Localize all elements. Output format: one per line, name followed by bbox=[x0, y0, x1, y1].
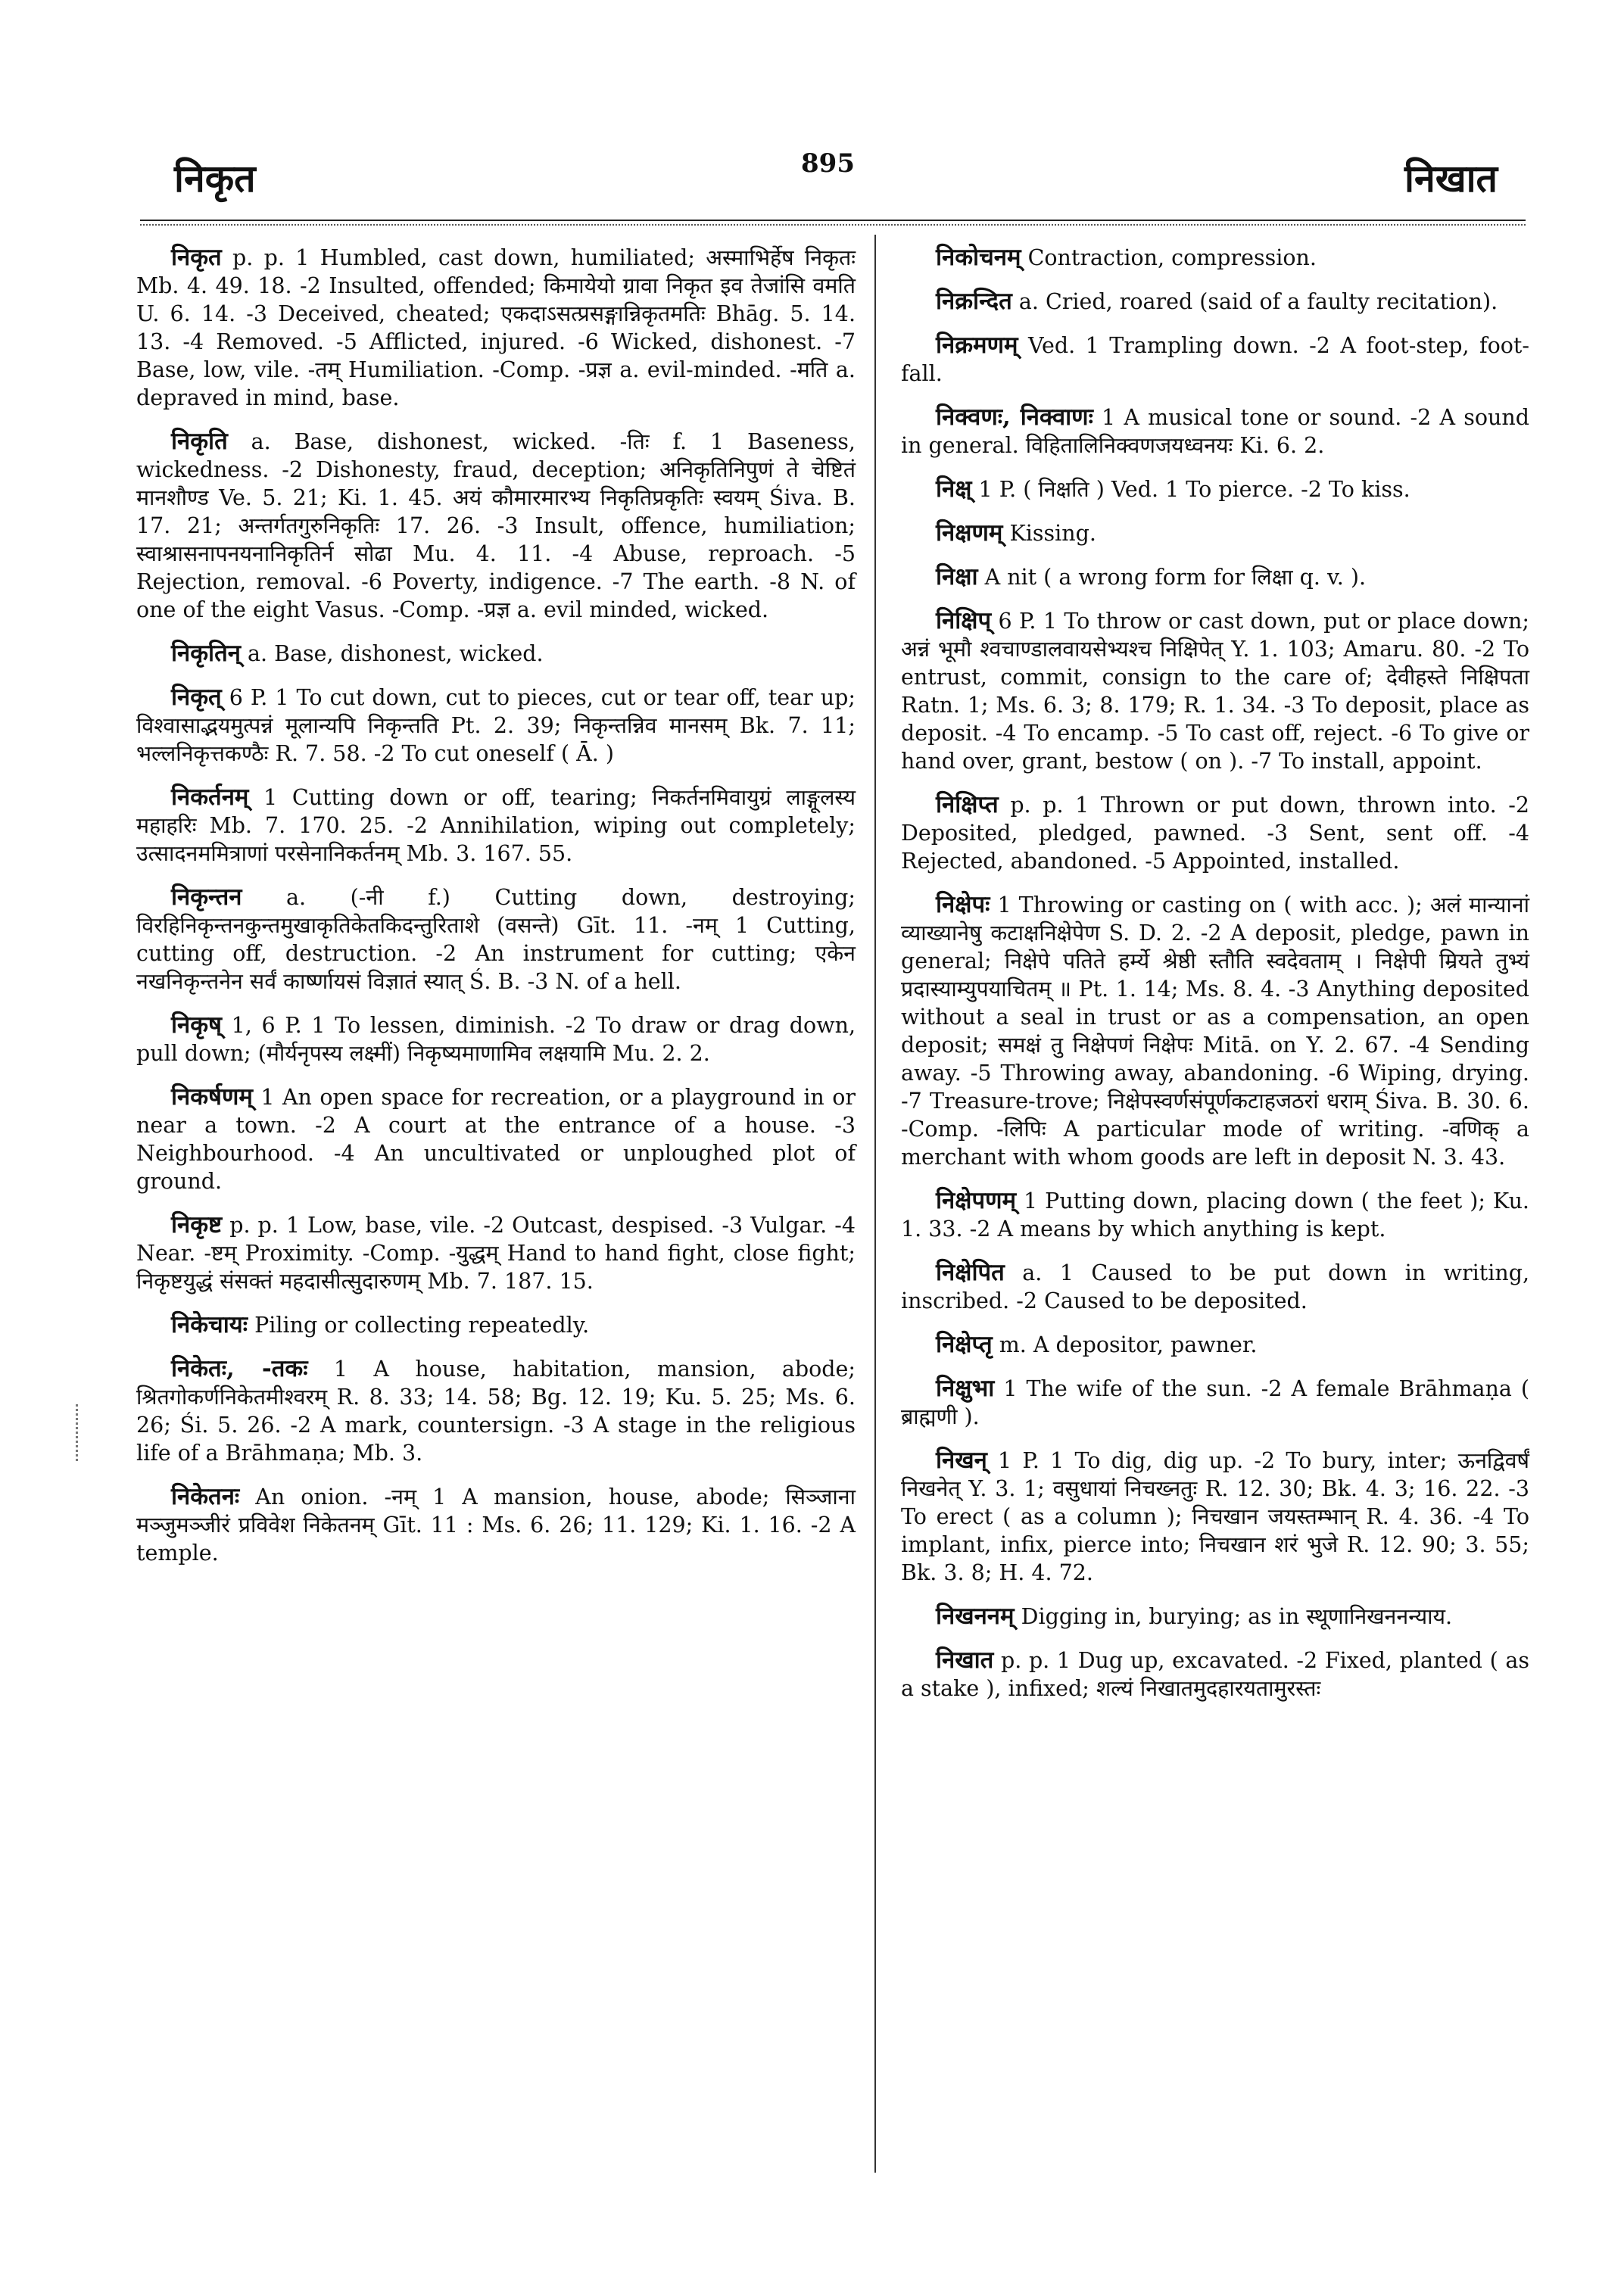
dictionary-entry bbox=[901, 563, 1529, 591]
entry-headword: निक्षेप्तृ bbox=[936, 1331, 993, 1358]
header-left-word: निकृत bbox=[174, 156, 256, 201]
dictionary-entry bbox=[901, 403, 1529, 460]
entry-headword: निक्षुभा bbox=[936, 1375, 995, 1402]
entry-definition: Ved. 1 Trampling down. -2 A foot-step, foot-fall. bbox=[901, 333, 1530, 386]
dictionary-entry bbox=[901, 791, 1529, 875]
entry-definition: An onion. -नम् 1 A mansion, house, abode; सिञ्जाना मञ्जुमञ्जीरं प्रविवेश निकेतनम् Gīt. 11 : Ms. 6. 26; 11. 129; Ki. 1. 16. -2 A temple. bbox=[136, 1485, 856, 1566]
dictionary-entry bbox=[901, 607, 1529, 775]
entry-headword: निकृत् bbox=[171, 684, 222, 711]
dictionary-entry bbox=[136, 1211, 856, 1295]
entry-headword: निक्षणम् bbox=[936, 519, 1003, 547]
entry-headword: निकृतिन् bbox=[171, 640, 241, 667]
entry-headword: निक्षेपणम् bbox=[936, 1187, 1017, 1214]
dictionary-entry bbox=[136, 1083, 856, 1195]
entry-definition: a. Base, dishonest, wicked. bbox=[248, 641, 544, 666]
entry-definition: 1 Putting down, placing down ( the feet ); Ku. 1. 33. -2 A means by which anything is kept. bbox=[901, 1189, 1529, 1242]
dictionary-entry bbox=[901, 1375, 1529, 1431]
entry-headword: निक्वणः, निक्वाणः bbox=[936, 403, 1093, 431]
entry-definition: 1 A house, habitation, mansion, abode; श्रितगोकर्णनिकेतमीश्वरम् R. 8. 33; 14. 58; Bg. 12. 19; Ku. 5. 25; Ms. 6. 26; Śi. 5. 26. -2 A mark, countersign. -3 A stage in the religious life of a Brāhmaṇa; Mb. 3. bbox=[136, 1357, 856, 1466]
column-divider bbox=[874, 235, 876, 2173]
dictionary-entry bbox=[136, 640, 856, 668]
entry-definition: 1 Throwing or casting on ( with acc. ); अलं मान्यानां व्याख्यानेषु कटाक्षनिक्षेपेण S. D. 2. -2 A deposit, pledge, pawn in general; निक्षेपे पतिते हर्म्ये श्रेष्ठी स्तौति स्वदेवताम् । निक्षेपी म्रियते तुभ्यं प्रदास्याम्युपयाचितम् ॥ Pt. 1. 14; Ms. 8. 4. -3 Anything deposited without a seal in trust or as a compensation, an open deposit; समक्षं तु निक्षेपणं निक्षेपः Mitā. on Y. 2. 67. -4 Sending away. -5 Throwing away, abandoning. -6 Wiping, drying. -7 Treasure-trove; निक्षेपस्वर्णसंपूर्णकटाहजठरां धराम् Śiva. B. 30. 6. -Comp. -लिपिः A particular mode of writing. -वणिक् a merchant with whom goods are left in deposit N. 3. 43. bbox=[901, 893, 1530, 1170]
dictionary-entry bbox=[901, 288, 1529, 316]
entry-headword: निखात bbox=[936, 1647, 994, 1674]
entry-definition: Digging in, burying; as in स्थूणानिखननन्याय. bbox=[1021, 1604, 1453, 1629]
entry-headword: निकृष्ट bbox=[171, 1211, 223, 1238]
entry-headword: निकर्तनम् bbox=[171, 784, 249, 811]
entry-definition: 1, 6 P. 1 To lessen, diminish. -2 To draw or drag down, pull down; (मौर्यनृपस्य लक्ष्मीं) निकृष्यमाणामिव लक्षयामि Mu. 2. 2. bbox=[136, 1013, 856, 1066]
entry-definition: a. Cried, roared (said of a faulty recitation). bbox=[1018, 289, 1498, 314]
entry-headword: निकृति bbox=[171, 428, 228, 455]
entry-headword: निकृष् bbox=[171, 1011, 222, 1039]
entry-definition: 1 An open space for recreation, or a playground in or near a town. -2 A court at the entrance of a house. -3 Neighbourhood. -4 An uncultivated or unploughed plot of ground. bbox=[136, 1085, 856, 1194]
entry-definition: 1 A musical tone or sound. -2 A sound in general. विहितालिनिक्वणजयध्वनयः Ki. 6. 2. bbox=[901, 405, 1530, 458]
dictionary-entry bbox=[901, 1603, 1529, 1631]
dictionary-entry bbox=[901, 475, 1529, 503]
dictionary-entry bbox=[136, 1311, 856, 1339]
entry-definition: m. A depositor, pawner. bbox=[999, 1332, 1258, 1357]
entry-headword: निखन् bbox=[936, 1447, 987, 1474]
entry-headword: निकृन्तन bbox=[171, 883, 242, 911]
entry-definition: 1 P. 1 To dig, dig up. -2 To bury, inter; ऊनद्विवर्षं निखनेत् Y. 3. 1; वसुधायां निचख्नतुः R. 12. 30; Bk. 4. 3; 16. 22. -3 To erect ( as a column ); निचखान जयस्तम्भान् R. 4. 36. -4 To implant, infix, pierce into; निचखान शरं भुजे R. 12. 90; 3. 55; Bk. 3. 8; H. 4. 72. bbox=[901, 1448, 1529, 1585]
entry-headword: निक्षेपित bbox=[936, 1259, 1005, 1286]
entry-headword: निक्षेपः bbox=[936, 891, 990, 918]
page-number: 895 bbox=[801, 148, 855, 179]
dictionary-entry bbox=[901, 1259, 1529, 1315]
dictionary-entry bbox=[136, 784, 856, 868]
dictionary-entry bbox=[901, 332, 1529, 388]
entry-definition: p. p. 1 Dug up, excavated. -2 Fixed, planted ( as a stake ), infixed; शल्यं निखातमुदहारयतामुरस्तः bbox=[901, 1648, 1529, 1701]
dictionary-entry bbox=[136, 1011, 856, 1067]
entry-headword: निखननम् bbox=[936, 1603, 1015, 1630]
entry-definition: A nit ( a wrong form for लिक्षा q. v. ). bbox=[984, 565, 1367, 590]
entry-definition: a. (-नी f.) Cutting down, destroying; विरहिनिकृन्तनकुन्तमुखाकृतिकेतकिदन्तुरिताशे (वसन्ते) Gīt. 11. -नम् 1 Cutting, cutting off, destruction. -2 An instrument for cutting; एकेन नखनिकृन्तनेन सर्वं कार्ष्णायसं विज्ञातं स्यात् Ś. B. -3 N. of a hell. bbox=[136, 885, 856, 994]
entry-headword: निकोचनम् bbox=[936, 244, 1021, 271]
entry-definition: 6 P. 1 To cut down, cut to pieces, cut or tear off, tear up; विश्वासाद्भयमुत्पन्नं मूलान्यपि निकृन्तति Pt. 2. 39; निकृन्तन्निव मानसम् Bk. 7. 11; भल्लनिकृत्तकण्ठैः R. 7. 58. -2 To cut oneself ( Ā. ) bbox=[136, 685, 856, 766]
entry-headword: निक्षिप् bbox=[936, 607, 992, 634]
entry-headword: निक्षा bbox=[936, 563, 978, 590]
dictionary-entry bbox=[136, 883, 856, 995]
dictionary-entry bbox=[136, 1483, 856, 1567]
entry-definition: Kissing. bbox=[1009, 521, 1096, 546]
entry-definition: Piling or collecting repeatedly. bbox=[254, 1313, 590, 1338]
header-dotted-rule bbox=[140, 224, 1526, 226]
dictionary-entry bbox=[901, 1331, 1529, 1359]
entry-definition: a. Base, dishonest, wicked. -तिः f. 1 Baseness, wickedness. -2 Dishonesty, fraud, deception; अनिकृतिनिपुणं ते चेष्टितं मानशौण्ड Ve. 5. 21; Ki. 1. 45. अयं कौमारमारभ्य निकृतिप्रकृतिः स्वयम् Śiva. B. 17. 21; अन्तर्गतगुरुनिकृतिः 17. 26. -3 Insult, offence, humiliation; स्वाश्रासनापनयनानिकृतिर्न सोढा Mu. 4. 11. -4 Abuse, reproach. -5 Rejection, removal. -6 Poverty, indigence. -7 The earth. -8 N. of one of the eight Vasus. -Comp. -प्रज्ञ a. evil minded, wicked. bbox=[136, 429, 856, 622]
dictionary-entry bbox=[136, 428, 856, 624]
entry-headword: निकेचायः bbox=[171, 1311, 248, 1338]
header-rule bbox=[140, 220, 1526, 221]
entry-definition: p. p. 1 Thrown or put down, thrown into. -2 Deposited, pledged, pawned. -3 Sent, sent off. -4 Rejected, abandoned. -5 Appointed, installed. bbox=[901, 793, 1529, 874]
margin-mark bbox=[76, 1404, 83, 1461]
dictionary-entry bbox=[901, 1187, 1529, 1243]
entry-headword: निक्रन्दित bbox=[936, 288, 1012, 315]
dictionary-entry bbox=[901, 1647, 1529, 1703]
header-right-word: निखात bbox=[1404, 156, 1498, 201]
dictionary-entry bbox=[136, 684, 856, 768]
entry-headword: निक्रमणम् bbox=[936, 332, 1018, 359]
entry-definition: p. p. 1 Low, base, vile. -2 Outcast, despised. -3 Vulgar. -4 Near. -ष्टम् Proximity. -Comp. -युद्धम् Hand to hand fight, close fight; निकृष्टयुद्धं संसक्तं महदासीत्सुदारुणम् Mb. 7. 187. 15. bbox=[136, 1213, 856, 1294]
dictionary-entry bbox=[136, 1355, 856, 1467]
entry-definition: Contraction, compression. bbox=[1027, 245, 1317, 270]
dictionary-entry bbox=[901, 1447, 1529, 1587]
right-column bbox=[901, 244, 1529, 1718]
entry-definition: 1 P. ( निक्षति ) Ved. 1 To pierce. -2 To kiss. bbox=[978, 477, 1410, 502]
dictionary-entry bbox=[136, 244, 856, 412]
entry-definition: p. p. 1 Humbled, cast down, humiliated; अस्माभिर्हेष निकृतः Mb. 4. 49. 18. -2 Insulted, offended; किमायेयो ग्रावा निकृत इव तेजांसि वमति U. 6. 14. -3 Deceived, cheated; एकदाऽसत्प्रसङ्गान्निकृतमतिः Bhāg. 5. 14. 13. -4 Removed. -5 Afflicted, injured. -6 Wicked, dishonest. -7 Base, low, vile. -तम् Humiliation. -Comp. -प्रज्ञ a. evil-minded. -मति a. depraved in mind, base. bbox=[136, 245, 856, 410]
entry-definition: 6 P. 1 To throw or cast down, put or place down; अन्नं भूमौ श्वचाण्डालवायसेभ्यश्च निक्षिपेत् Y. 1. 103; Amaru. 80. -2 To entrust, commit, consign to the care of; देवीहस्ते निक्षिपता Ratn. 1; Ms. 6. 3; 8. 179; R. 1. 34. -3 To deposit, place as deposit. -4 To encamp. -5 To cast off, reject. -6 To give or hand over, grant, bestow ( on ). -7 To install, appoint. bbox=[901, 609, 1529, 774]
entry-headword: निक्षिप्त bbox=[936, 791, 999, 818]
entry-headword: निकेतः, -तकः bbox=[171, 1355, 308, 1382]
entry-definition: 1 The wife of the sun. -2 A female Brāhmaṇa ( ब्राह्मणी ). bbox=[901, 1376, 1529, 1429]
entry-headword: निकर्षणम् bbox=[171, 1083, 253, 1111]
left-column bbox=[136, 244, 856, 1583]
entry-headword: निक्ष् bbox=[936, 475, 972, 503]
dictionary-entry bbox=[901, 244, 1529, 272]
dictionary-entry bbox=[901, 891, 1529, 1171]
entry-definition: a. 1 Caused to be put down in writing, inscribed. -2 Caused to be deposited. bbox=[901, 1260, 1530, 1313]
entry-headword: निकृत bbox=[171, 244, 222, 271]
entry-headword: निकेतनः bbox=[171, 1483, 240, 1510]
entry-definition: 1 Cutting down or off, tearing; निकर्तनमिवायुग्रं लाङ्गूलस्य महाहरिः Mb. 7. 170. 25. -2 Annihilation, wiping out completely; उत्सादनममित्राणां परसेनानिकर्तनम् Mb. 3. 167. 55. bbox=[136, 785, 856, 866]
dictionary-entry bbox=[901, 519, 1529, 547]
